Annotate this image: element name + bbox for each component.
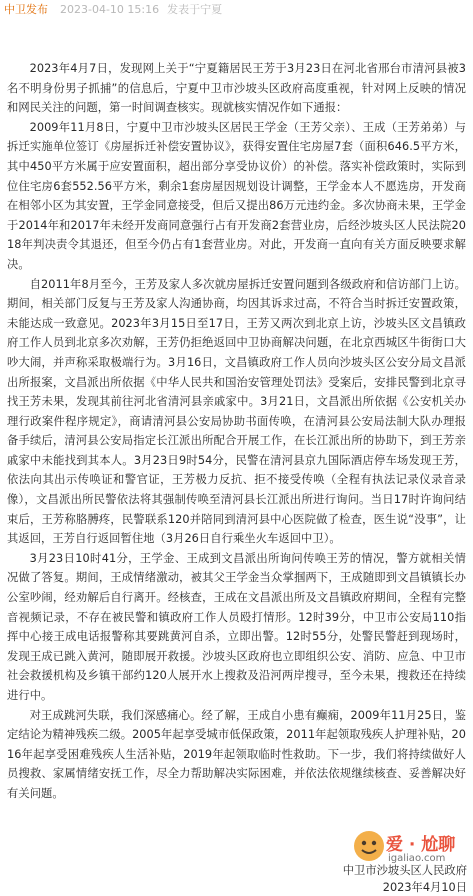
post-timestamp: 2023-04-10 15:16 <box>60 2 160 16</box>
signoff-org: 中卫市沙坡头区人民政府 <box>342 864 467 877</box>
paragraph-incident: 3月23日10时41分，王学金、王成到文昌派出所询问传唤王芳的情况，警方就相关情况做了答复。期间，王成情绪激动，被其父王学金当众掌掴两下，王成随即到文昌镇镇长办公室吵闹，经劝解后自行离开。经核查，王成在文昌派出所及文昌镇政府期间，全程有完整音视频记录，不存在被民警和镇政府工作人员殴打情形。12时39分，中卫市公安局110指挥中心接王成电话报警称其要跳黄河自杀，立即出警。12时55分，处警民警赶到现场时，发现王成已跳入黄河，随即展开救援。沙坡头区政府也立即组织公安、消防、应急、中卫市社会救援机构及乡镇干部约120人展开水上搜救及沿河两岸搜寻，至今未果，搜救还在持续进行中。 <box>7 551 466 702</box>
post-header <box>0 0 473 18</box>
watermark-text: 爱 · 尬聊 <box>386 835 456 855</box>
article-body <box>7 59 466 804</box>
post-location: 发表于宁夏 <box>167 3 223 16</box>
paragraph-intro: 2023年4月7日，发现网上关于“宁夏籍居民王芳于3月23日在河北省邢台市清河县被3名不明身份男子抓捕”的信息后，宁夏中卫市沙坡头区政府高度重视，针对网上反映的情况和网民关注的问题，第一时间调查核实。现就核实情况作如下通报： <box>7 62 466 115</box>
account-name[interactable]: 中卫发布 <box>4 3 48 16</box>
watermark-mascot-icon <box>352 829 386 863</box>
paragraph-petition: 自2011年8月至今，王芳及家人多次就房屋拆迁安置问题到各级政府和信访部门上访。期间，相关部门反复与王芳及家人沟通协商，均因其诉求过高，不符合当时拆迁安置政策，未能达成一致意见。2023年3月15日至17日，王芳又两次到北京上访，沙坡头区文昌镇政府工作人员到北京多次劝解，王芳仍拒绝返回中卫协商解决问题，在北京西城区牛街街口大吵大闹，并声称采取极端行为。3月16日，文昌镇政府工作人员向沙坡头区公安分局文昌派出所报案，文昌派出所依据《中华人民共和国治安管理处罚法》受案后，安排民警到北京寻找王芳未果，发现其前往河北省清河县亲戚家中。3月21日，文昌派出所依据《公安机关办理行政案件程序规定》，商请清河县公安局协助书面传唤，在清河县公安局法制大队办理报备手续后，清河县公安局指定长江派出所配合开展工作，在长江派出所的协助下，到王芳亲戚家中未能找到其本人。3月23日9时54分，民警在清河县京九国际酒店停车场发现王芳，依法向其出示传唤证和警官证，王芳极力反抗、拒不接受传唤（全程有执法记录仪录音录像），文昌派出所民警依法将其强制传唤至清河县长江派出所进行询问。当日17时许询问结束后，王芳称胳膊疼，民警联系120并陪同到清河县中心医院做了检查，医生说“没事”，让其返回，王芳自行返回暂住地（3月26日自行乘坐火车返回中卫）。 <box>7 277 466 546</box>
watermark-url: igaliao.com <box>388 853 446 864</box>
signoff-date: 2023年4月10日 <box>382 881 467 894</box>
paragraph-background: 2009年11月8日，宁夏中卫市沙坡头区居民王学金（王芳父亲）、王成（王芳弟弟）与拆迁实施单位签订《房屋拆迁补偿安置协议》，获得安置住宅房屋7套（面积646.5平方米，其中450平方米属于应安置面积，超出部分享受协议价）的补偿。落实补偿政策时，实际到位住宅房6套552.56平方米，剩余1套房屋因规划设计调整，王学金本人不愿选房，开发商在相邻小区为其安置，王学金同意接受，但后又提出86万元违约金。多次协商未果，王学金于2014年和2017年未经开发商同意强行占有开发商2套营业房，后经沙坡头区人民法院2018年判决责令其退还，但至今仍占有1套营业房。对此，开发商一直向有关方面反映要求解决。 <box>7 120 466 271</box>
signoff <box>343 862 467 896</box>
paragraph-followup: 对王成跳河失联，我们深感痛心。经了解，王成自小患有癫痫，2009年11月25日，鉴定结论为精神残疾二级。2005年起享受城市低保政策，2011年起领取残疾人护理补贴，2016年起享受困难残疾人生活补贴，2019年起领取临时性救助。下一步，我们将持续做好人员搜救、家属情绪安抚工作，尽全力帮助解决实际困难，并依法依规继续核查、妥善解决好有关问题。 <box>7 708 466 800</box>
